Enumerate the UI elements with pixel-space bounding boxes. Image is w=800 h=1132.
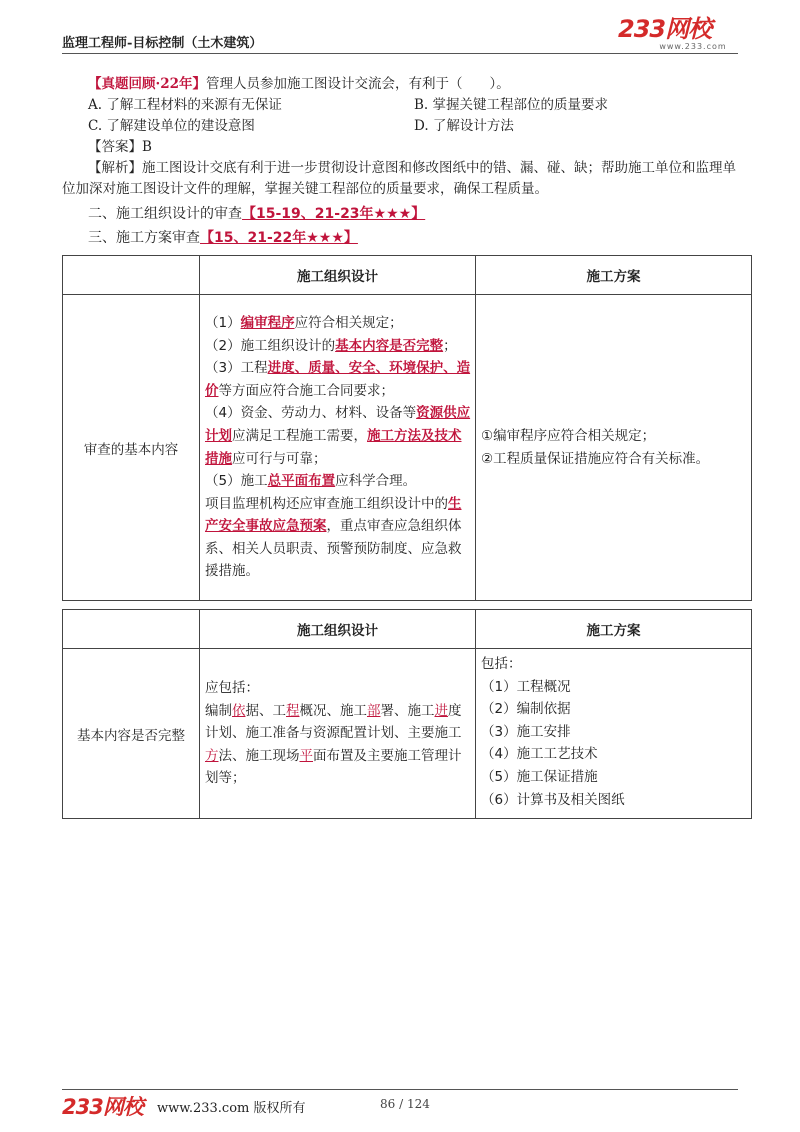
plan-contents [476,649,752,819]
table-row [63,649,752,819]
key-term: 施工方法及技术措施 [205,427,462,467]
list-item: （1）工程概况 [481,678,571,695]
item-text: 法、施工现场 [218,747,300,764]
option-a: A. 了解工程材料的来源有无保证 [88,97,282,113]
key-char: 程 [286,702,300,719]
section-heading-2 [88,203,425,223]
analysis-text: 施工图设计交底有利于进一步贯彻设计意图和修改图纸中的错、漏、碰、缺；帮助施工单位和监理单位加深对施工图设计文件的理解，掌握关键工程部位的质量要求，确保工程质量。 [62,160,736,197]
item-text: 面布置及主要施工管理计划等； [205,747,462,787]
list-item: （3）施工安排 [481,723,571,740]
question-tag: 【真题回顾·22年】 [88,76,206,92]
list-item: （2）编制依据 [481,701,571,718]
list-item [205,357,471,402]
item-text: （4）资金、劳动力、材料、设备等 [205,405,417,422]
item-text: 应符合相关规定； [294,314,403,331]
item-text: 度计划、施工准备与资源配置计划、主要施工 [205,702,462,742]
page-number: 86 / 124 [380,1097,430,1111]
item-text: 应科学合理。 [335,473,417,490]
document-header-title: 监理工程师-目标控制（土木建筑） [62,36,263,51]
row-label-completeness: 基本内容是否完整 [63,649,200,819]
list-item: （5）施工保证措施 [481,768,598,785]
list-item [205,493,471,583]
key-term: 生产安全事故应急预案 [205,495,462,535]
key-char: 平 [299,747,313,764]
footer-logo: 233网校 [62,1095,143,1119]
item-text: ； [443,337,457,354]
item-text: （1） [205,314,241,331]
contents-intro: 应包括： [205,680,259,697]
list-item: （4）施工工艺技术 [481,746,598,763]
item-text: 署、施工 [380,702,435,719]
row-label-review-content: 审查的基本内容 [63,295,200,601]
key-char: 进 [434,702,448,719]
section-3-text: 三、施工方案审查 [88,230,200,246]
key-char: 方 [205,747,219,764]
item-text: 概况、施工 [299,702,367,719]
design-review-items [200,295,476,601]
review-content-table [62,255,752,601]
analysis-paragraph [62,158,738,200]
section-heading-3 [88,227,358,247]
item-text: ，重点审查应急组织体系、相关人员职责、预警预防制度、应急救援措施。 [205,518,462,580]
list-item [205,312,471,335]
list-item [205,402,471,470]
table-header-row [63,256,752,295]
item-text: 应满足工程施工需要， [232,427,367,444]
contents-text [205,700,471,790]
section-2-tag: 【15-19、21-23年★★★】 [242,206,426,222]
header-divider [62,53,738,54]
answer-line: 【答案】B [88,139,152,155]
section-3-tag: 【15、21-22年★★★】 [200,230,358,246]
header-construction-design: 施工组织设计 [200,610,476,649]
list-item: ①编审程序应符合相关规定； [481,427,656,444]
logo-text: 233网校 [618,15,712,43]
key-term: 总平面布置 [267,473,336,490]
key-char: 依 [232,702,246,719]
question-text: 管理人员参加施工图设计交流会，有利于（ ）。 [206,76,510,92]
header-construction-plan: 施工方案 [476,610,752,649]
item-text: 编制 [205,702,232,719]
contents-intro: 包括： [481,656,522,672]
table-row [63,295,752,601]
list-item [205,470,471,493]
key-term: 编审程序 [240,314,295,331]
header-construction-plan: 施工方案 [476,256,752,295]
header-empty-cell [63,256,200,295]
plan-review-items [476,295,752,601]
option-d: D. 了解设计方法 [414,118,514,134]
key-term: 资源供应计划 [205,405,471,444]
list-item: ②工程质量保证措施应符合有关标准。 [481,450,710,467]
item-text: （2）施工组织设计的 [205,337,336,354]
key-char: 部 [367,702,381,719]
header-empty-cell [63,610,200,649]
item-text: 等方面应符合施工合同要求； [218,382,394,399]
completeness-table [62,609,752,819]
option-c: C. 了解建设单位的建设意图 [88,118,255,134]
option-b: B. 掌握关键工程部位的质量要求 [414,97,609,113]
item-text: 项目监理机构还应审查施工组织设计中的 [205,495,448,512]
item-text: 据、工 [245,702,286,719]
question-stem [88,74,738,95]
table-header-row [63,610,752,649]
key-term: 进度、质量、安全、环境保护、造价 [205,360,471,399]
design-contents [200,649,476,819]
item-text: 应可行与可靠； [232,450,327,467]
question-options [88,95,738,137]
list-item [205,335,471,358]
section-2-text: 二、施工组织设计的审查 [88,206,242,222]
logo-url: www.233.com [659,42,727,51]
analysis-tag: 【解析】 [88,160,142,176]
brand-logo [618,16,738,51]
item-text: （5）施工 [205,473,268,490]
key-term: 基本内容是否完整 [335,337,444,354]
item-text: （3）工程 [205,360,268,377]
footer-copyright: www.233.com 版权所有 [157,1101,306,1116]
footer-divider [62,1089,738,1090]
list-item: （6）计算书及相关图纸 [481,791,625,808]
header-construction-design: 施工组织设计 [200,256,476,295]
